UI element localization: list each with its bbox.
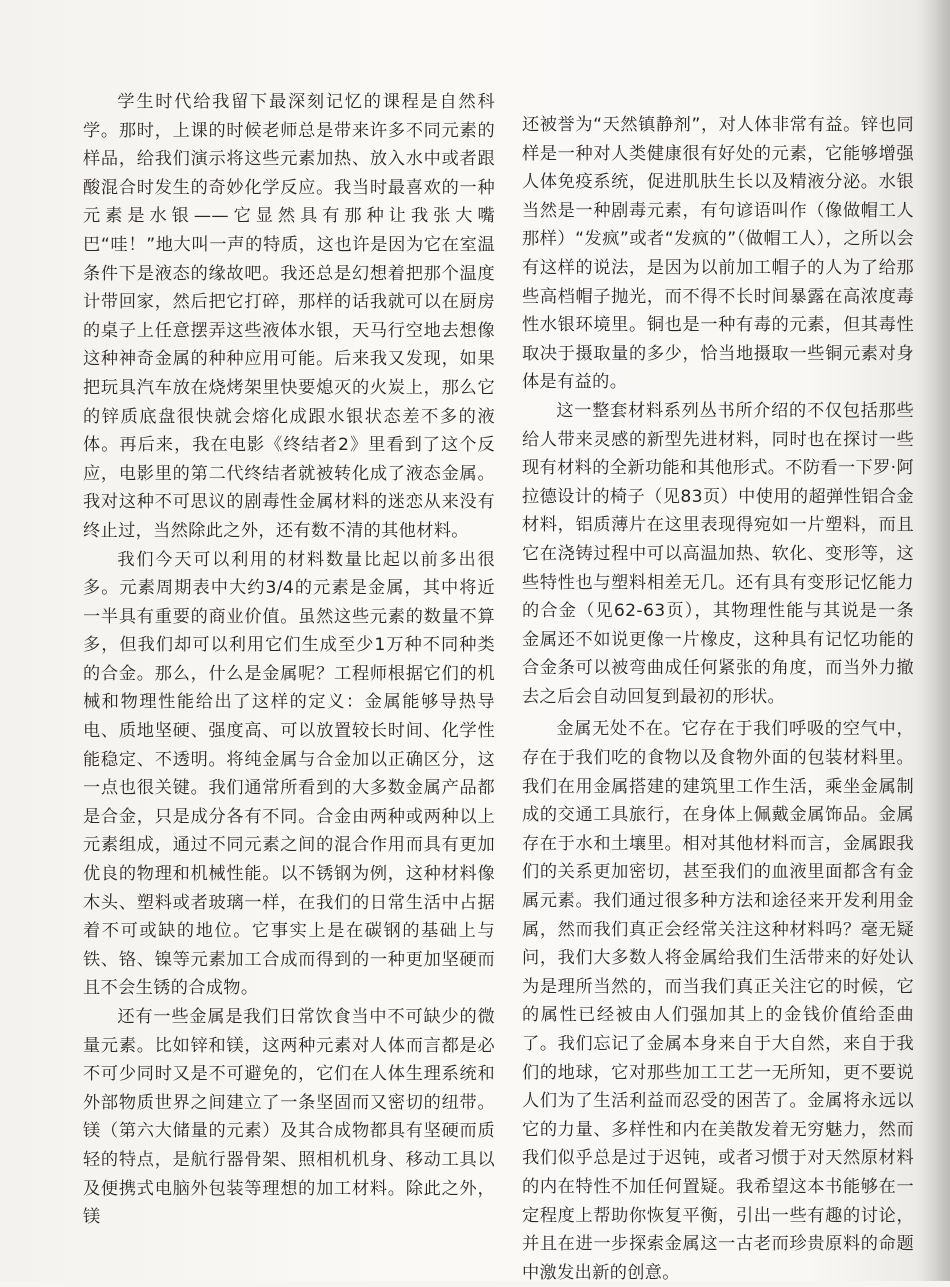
left-text-column	[83, 88, 495, 1232]
paragraph-trace-elements: 还有一些金属是我们日常饮食当中不可缺少的微量元素。比如锌和镁，这两种元素对人体而言都是必不可少同时又是不可避免的，它们在人体生理系统和外部物质世界之间建立了一条坚固而又密切的纽带。镁（第六大储量的元素）及其合成物都具有坚硬而质轻的特点，是航行器骨架、照相机机身、移动工具以及便携式电脑外包装等理想的加工材料。除此之外，镁	[83, 1007, 495, 1228]
right-text-column	[522, 111, 914, 1287]
page-edge-shadow	[916, 0, 950, 1281]
paragraph-metal-everywhere: 金属无处不在。它存在于我们呼吸的空气中，存在于我们吃的食物以及食物外面的包装材料里。我们在用金属搭建的建筑里工作生活，乘坐金属制成的交通工具旅行，在身体上佩戴金属饰品。金属存在于水和土壤里。相对其他材料而言，金属跟我们的关系更加密切，甚至我们的血液里面都含有金属元素。我们通过很多种方法和途径来开发利用金属，然而我们真正会经常关注这种材料吗？毫无疑问，我们大多数人将金属给我们生活带来的好处认为是理所当然的，而当我们真正关注它的时候，它的属性已经被由人们强加其上的金钱价值给歪曲了。我们忘记了金属本身来自于大自然，来自于我们的地球，它对那些加工工艺一无所知，更不要说人们为了生活利益而忍受的困苦了。金属将永远以它的力量、多样性和内在美散发着无穷魅力，然而我们似乎总是过于迟钝，或者习惯于对天然原材料的内在特性不加任何置疑。我希望这本书能够在一定程度上帮助你恢复平衡，引出一些有趣的讨论，并且在进一步探索金属这一古老而珍贵原料的命题中激发出新的创意。	[522, 719, 914, 1283]
paragraph-natural-sedative: 还被誉为“天然镇静剂”，对人体非常有益。锌也同样是一种对人类健康很有好处的元素，它能够增强人体免疫系统，促进肌肤生长以及精液分泌。水银当然是一种剧毒元素，有句谚语叫作（像做帽工人那样）“发疯”或者“发疯的”（做帽工人），之所以会有这样的说法，是因为以前加工帽子的人为了给那些高档帽子抛光，而不得不长时间暴露在高浓度毒性水银环境里。铜也是一种有毒的元素，但其毒性取决于摄取量的多少，恰当地摄取一些铜元素对身体是有益的。	[522, 115, 914, 393]
paragraph-materials-alloys: 我们今天可以利用的材料数量比起以前多出很多。元素周期表中大约3/4的元素是金属，其中将近一半具有重要的商业价值。虽然这些元素的数量不算多，但我们却可以利用它们生成至少1万种不同种类的合金。那么，什么是金属呢？工程师根据它们的机械和物理性能给出了这样的定义：金属能够导热导电、质地坚硬、强度高、可以放置较长时间、化学性能稳定、不透明。将纯金属与合金加以正确区分，这一点也很关键。我们通常所看到的大多数金属产品都是合金，只是成分各有不同。合金由两种或两种以上元素组成，通过不同元素之间的混合作用而具有更加优良的物理和机械性能。以不锈钢为例，这种材料像木头、塑料或者玻璃一样，在我们的日常生活中占据着不可或缺的地位。它事实上是在碳钢的基础上与铁、铬、镍等元素加工合成而得到的一种更加坚硬而且不会生锈的合成物。	[83, 549, 495, 999]
paragraph-book-series: 这一整套材料系列丛书所介绍的不仅包括那些给人带来灵感的新型先进材料，同时也在探讨一些现有材料的全新功能和其他形式。不防看一下罗·阿拉德设计的椅子（见83页）中使用的超弹性铝合金材料，铝质薄片在这里表现得宛如一片塑料，而且它在浇铸过程中可以高温加热、软化、变形等，这些特性也与塑料相差无几。还有具有变形记忆能力的合金（见62-63页），其物理性能与其说是一条金属还不如说更像一片橡皮，这种具有记忆功能的合金条可以被弯曲成任何紧张的角度，而当外力撤去之后会自动回复到最初的形状。	[522, 400, 914, 707]
paragraph-school-memory: 学生时代给我留下最深刻记忆的课程是自然科学。那时，上课的时候老师总是带来许多不同元素的样品，给我们演示将这些元素加热、放入水中或者跟酸混合时发生的奇妙化学反应。我当时最喜欢的一种元素是水银——它显然具有那种让我张大嘴巴“哇！”地大叫一声的特质，这也许是因为它在室温条件下是液态的缘故吧。我还总是幻想着把那个温度计带回家，然后把它打碎，那样的话我就可以在厨房的桌子上任意摆弄这些液体水银，天马行空地去想像这种神奇金属的种种应用可能。后来我又发现，如果把玩具汽车放在烧烤架里快要熄灭的火炭上，那么它的锌质底盘很快就会熔化成跟水银状态差不多的液体。再后来，我在电影《终结者2》里看到了这个反应，电影里的第二代终结者就被转化成了液态金属。我对这种不可思议的剧毒性金属材料的迷恋从来没有终止过，当然除此之外，还有数不清的其他材料。	[83, 92, 495, 541]
